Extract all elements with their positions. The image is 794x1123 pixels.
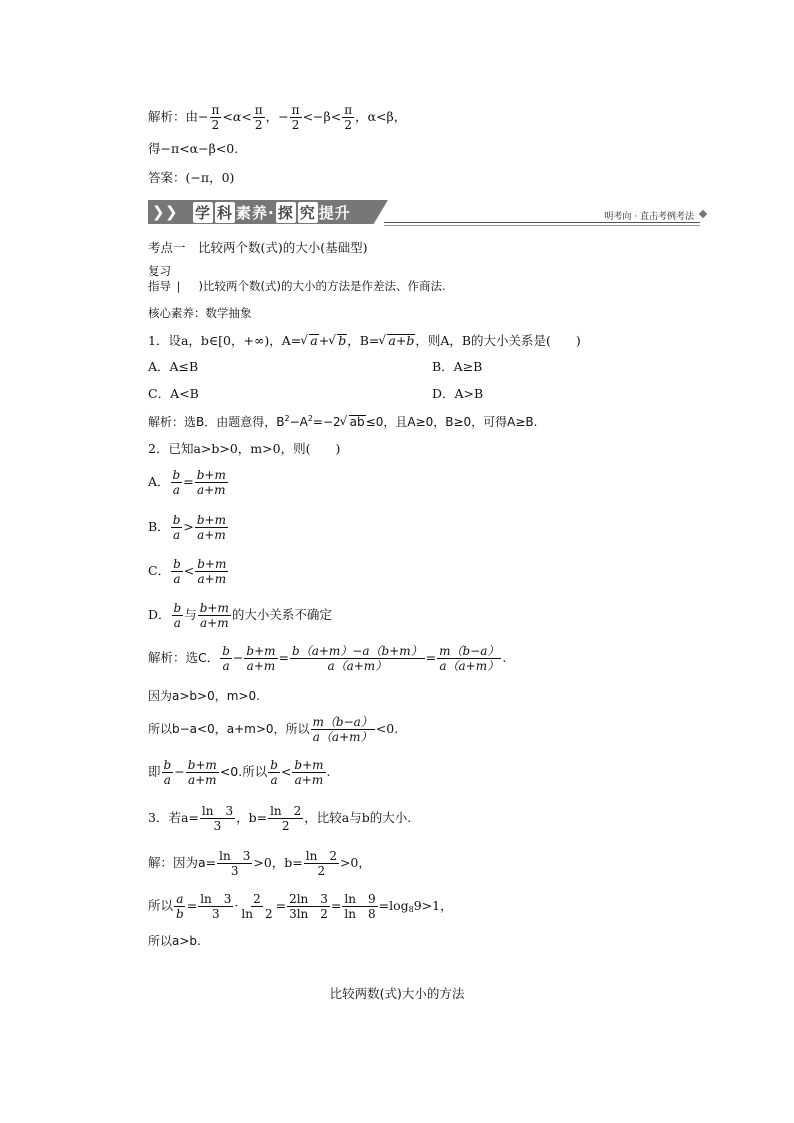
q1-option-a: A．A≤B	[148, 359, 199, 374]
fraction: $\frac{\pi}{2}$	[344, 103, 353, 132]
review-guide-label: 复习	[148, 264, 171, 278]
banner-title: 学 科 素养· 探 究 提升	[195, 204, 351, 222]
q1-option-d: D．A>B	[432, 386, 484, 401]
answer-line: 答案：(−π，0)	[148, 170, 235, 185]
q3-conclusion: 所以a>b.	[148, 934, 201, 948]
solution-line-2: 得−π<α−β<0.	[148, 141, 239, 156]
question-3-stem: 3．若a= $\frac{\ln 3}{3}$ ，b= $\frac{\ln 2}{2}$ ，比较a与b的大小.	[148, 804, 412, 833]
question-2-stem: 2．已知a>b>0，m>0，则( )	[148, 441, 341, 456]
core-literacy: 核心素养：数学抽象	[148, 306, 252, 320]
question-1-stem: 1．设a，b∈[0，+∞)，A=√ a+√ b，B=√ a+b，则A，B的大小关系是( )	[148, 334, 581, 348]
fraction: $\frac{\pi}{2}$	[254, 103, 263, 132]
q1-option-b: B．A≥B	[432, 359, 483, 374]
banner-rule	[384, 222, 700, 223]
fraction: $\frac{\pi}{2}$	[291, 103, 300, 132]
chevron-right-icon: ❯	[152, 203, 165, 221]
banner-subtitle: 明考向 · 直击考例考法	[604, 212, 694, 222]
q2-so-line: 所以b−a<0，a+m>0，所以 $\frac{m(b-a)}{a(a+m)}$ <0.	[148, 715, 399, 744]
banner-rule	[384, 225, 700, 226]
review-guide-line: 指导 | )比较两个数(式)的大小的方法是作差法、作商法.	[148, 279, 446, 293]
solution-line-1: 解析：由− $\frac{\pi}{2}$ <α< $\frac{\pi}{2}$ ，− $\frac{\pi}{2}$ <−β< $\frac{\pi}{2}$ ，α<β，	[148, 103, 407, 132]
diamond-icon	[699, 210, 707, 218]
fraction: $\frac{\pi}{2}$	[211, 103, 220, 132]
q3-solution-2: 所以 $\frac{a}{b}$ = $\frac{\ln 3}{3}$ · $\frac{2}{\ln 2}$ = $\frac{2\ln 3}{3\ln 2}$ = $\frac{\ln 9}{\ln 8}$ $=\log_89>1$，	[148, 892, 453, 921]
section-banner	[148, 200, 706, 224]
q3-solution-1: 解：因为a= $\frac{\ln 3}{3}$ >0，b= $\frac{\ln 2}{2}$ >0，	[148, 849, 371, 878]
solution-label: 解析：由	[148, 109, 199, 124]
q2-because: 因为a>b>0，m>0.	[148, 689, 260, 703]
section-heading: 考点一 比较两个数(式)的大小(基础型)	[148, 240, 368, 255]
footer-title: 比较两数(式)大小的方法	[329, 986, 465, 1001]
chevron-right-icon: ❯	[165, 203, 178, 221]
q2-option-b: B． $\frac{b}{a}$ > $\frac{b+m}{a+m}$	[148, 513, 226, 542]
q1-solution: 解析：选B．由题意得，$B^2-A^2=-2√$ ab≤0，且A≥0，B≥0，可得A≥B.	[148, 415, 537, 428]
q2-option-c: C． $\frac{b}{a}$ < $\frac{b+m}{a+m}$	[148, 557, 227, 586]
q2-therefore-line: 即 $\frac{b}{a}$ − $\frac{b+m}{a+m}$ <0.所以 $\frac{b}{a}$ < $\frac{b+m}{a+m}$ .	[148, 758, 331, 787]
q2-solution: 解析：选C． $\frac{b}{a}$ − $\frac{b+m}{a+m}$ = $\frac{b(a+m)-a(b+m)}{a(a+m)}$ = $\frac{m(b-a)}{a(a+m)}$ .	[148, 644, 507, 673]
q1-option-c: C．A<B	[148, 386, 199, 401]
q2-option-d: D． $\frac{b}{a}$ 与 $\frac{b+m}{a+m}$ 的大小关系不确定	[148, 601, 332, 630]
q2-option-a: A． $\frac{b}{a}$ = $\frac{b+m}{a+m}$	[148, 468, 226, 497]
